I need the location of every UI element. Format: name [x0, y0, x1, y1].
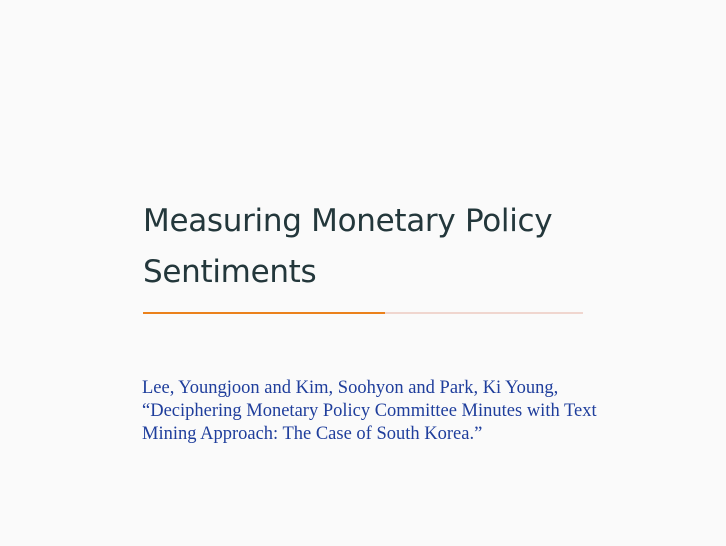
slide-title: Measuring Monetary Policy Sentiments	[143, 203, 553, 290]
title-progress-bar	[143, 312, 583, 314]
citation-text: Lee, Youngjoon and Kim, Soohyon and Park, Ki Young, “Deciphering Monetary Policy Committee Minutes with Text Mining Approach: The Case of South Korea.”	[142, 378, 597, 444]
title-progress-fill	[143, 312, 385, 314]
